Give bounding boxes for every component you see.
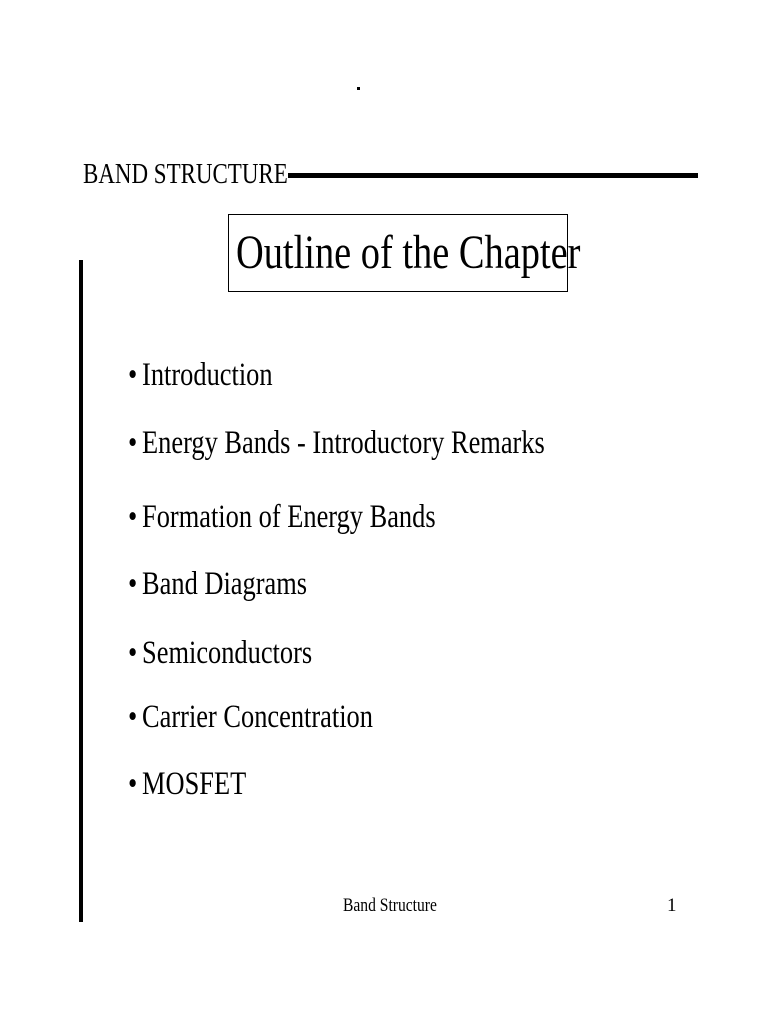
outline-item [128,497,436,537]
outline-item-label: Band Diagrams [142,566,308,602]
outline-item [128,697,373,737]
left-margin-rule [79,260,83,922]
header-rule [288,173,698,178]
outline-item-label: MOSFET [142,766,247,802]
page-title: Outline of the Chapter [236,226,581,279]
outline-item-label: Semiconductors [142,635,313,671]
page-number: 1 [667,895,677,916]
outline-item-label: Formation of Energy Bands [142,499,436,535]
footer-title: Band Structure [343,895,437,916]
bullet-icon: • [128,635,138,671]
outline-item-label: Introduction [142,357,273,393]
bullet-icon: • [128,425,138,461]
title-box [228,214,581,292]
outline-item [128,764,246,804]
bullet-icon: • [128,499,138,535]
bullet-icon: • [128,766,138,802]
outline-item [128,355,273,395]
bullet-icon: • [128,699,138,735]
outline-item [128,633,312,673]
outline-item-label: Carrier Concentration [142,699,373,735]
outline-item [128,423,545,463]
outline-item-label: Energy Bands - Introductory Remarks [142,425,545,461]
section-header-label: BAND STRUCTURE [83,159,288,190]
outline-item [128,564,307,604]
bullet-icon: • [128,566,138,602]
bullet-icon: • [128,357,138,393]
stray-dot [357,87,360,90]
